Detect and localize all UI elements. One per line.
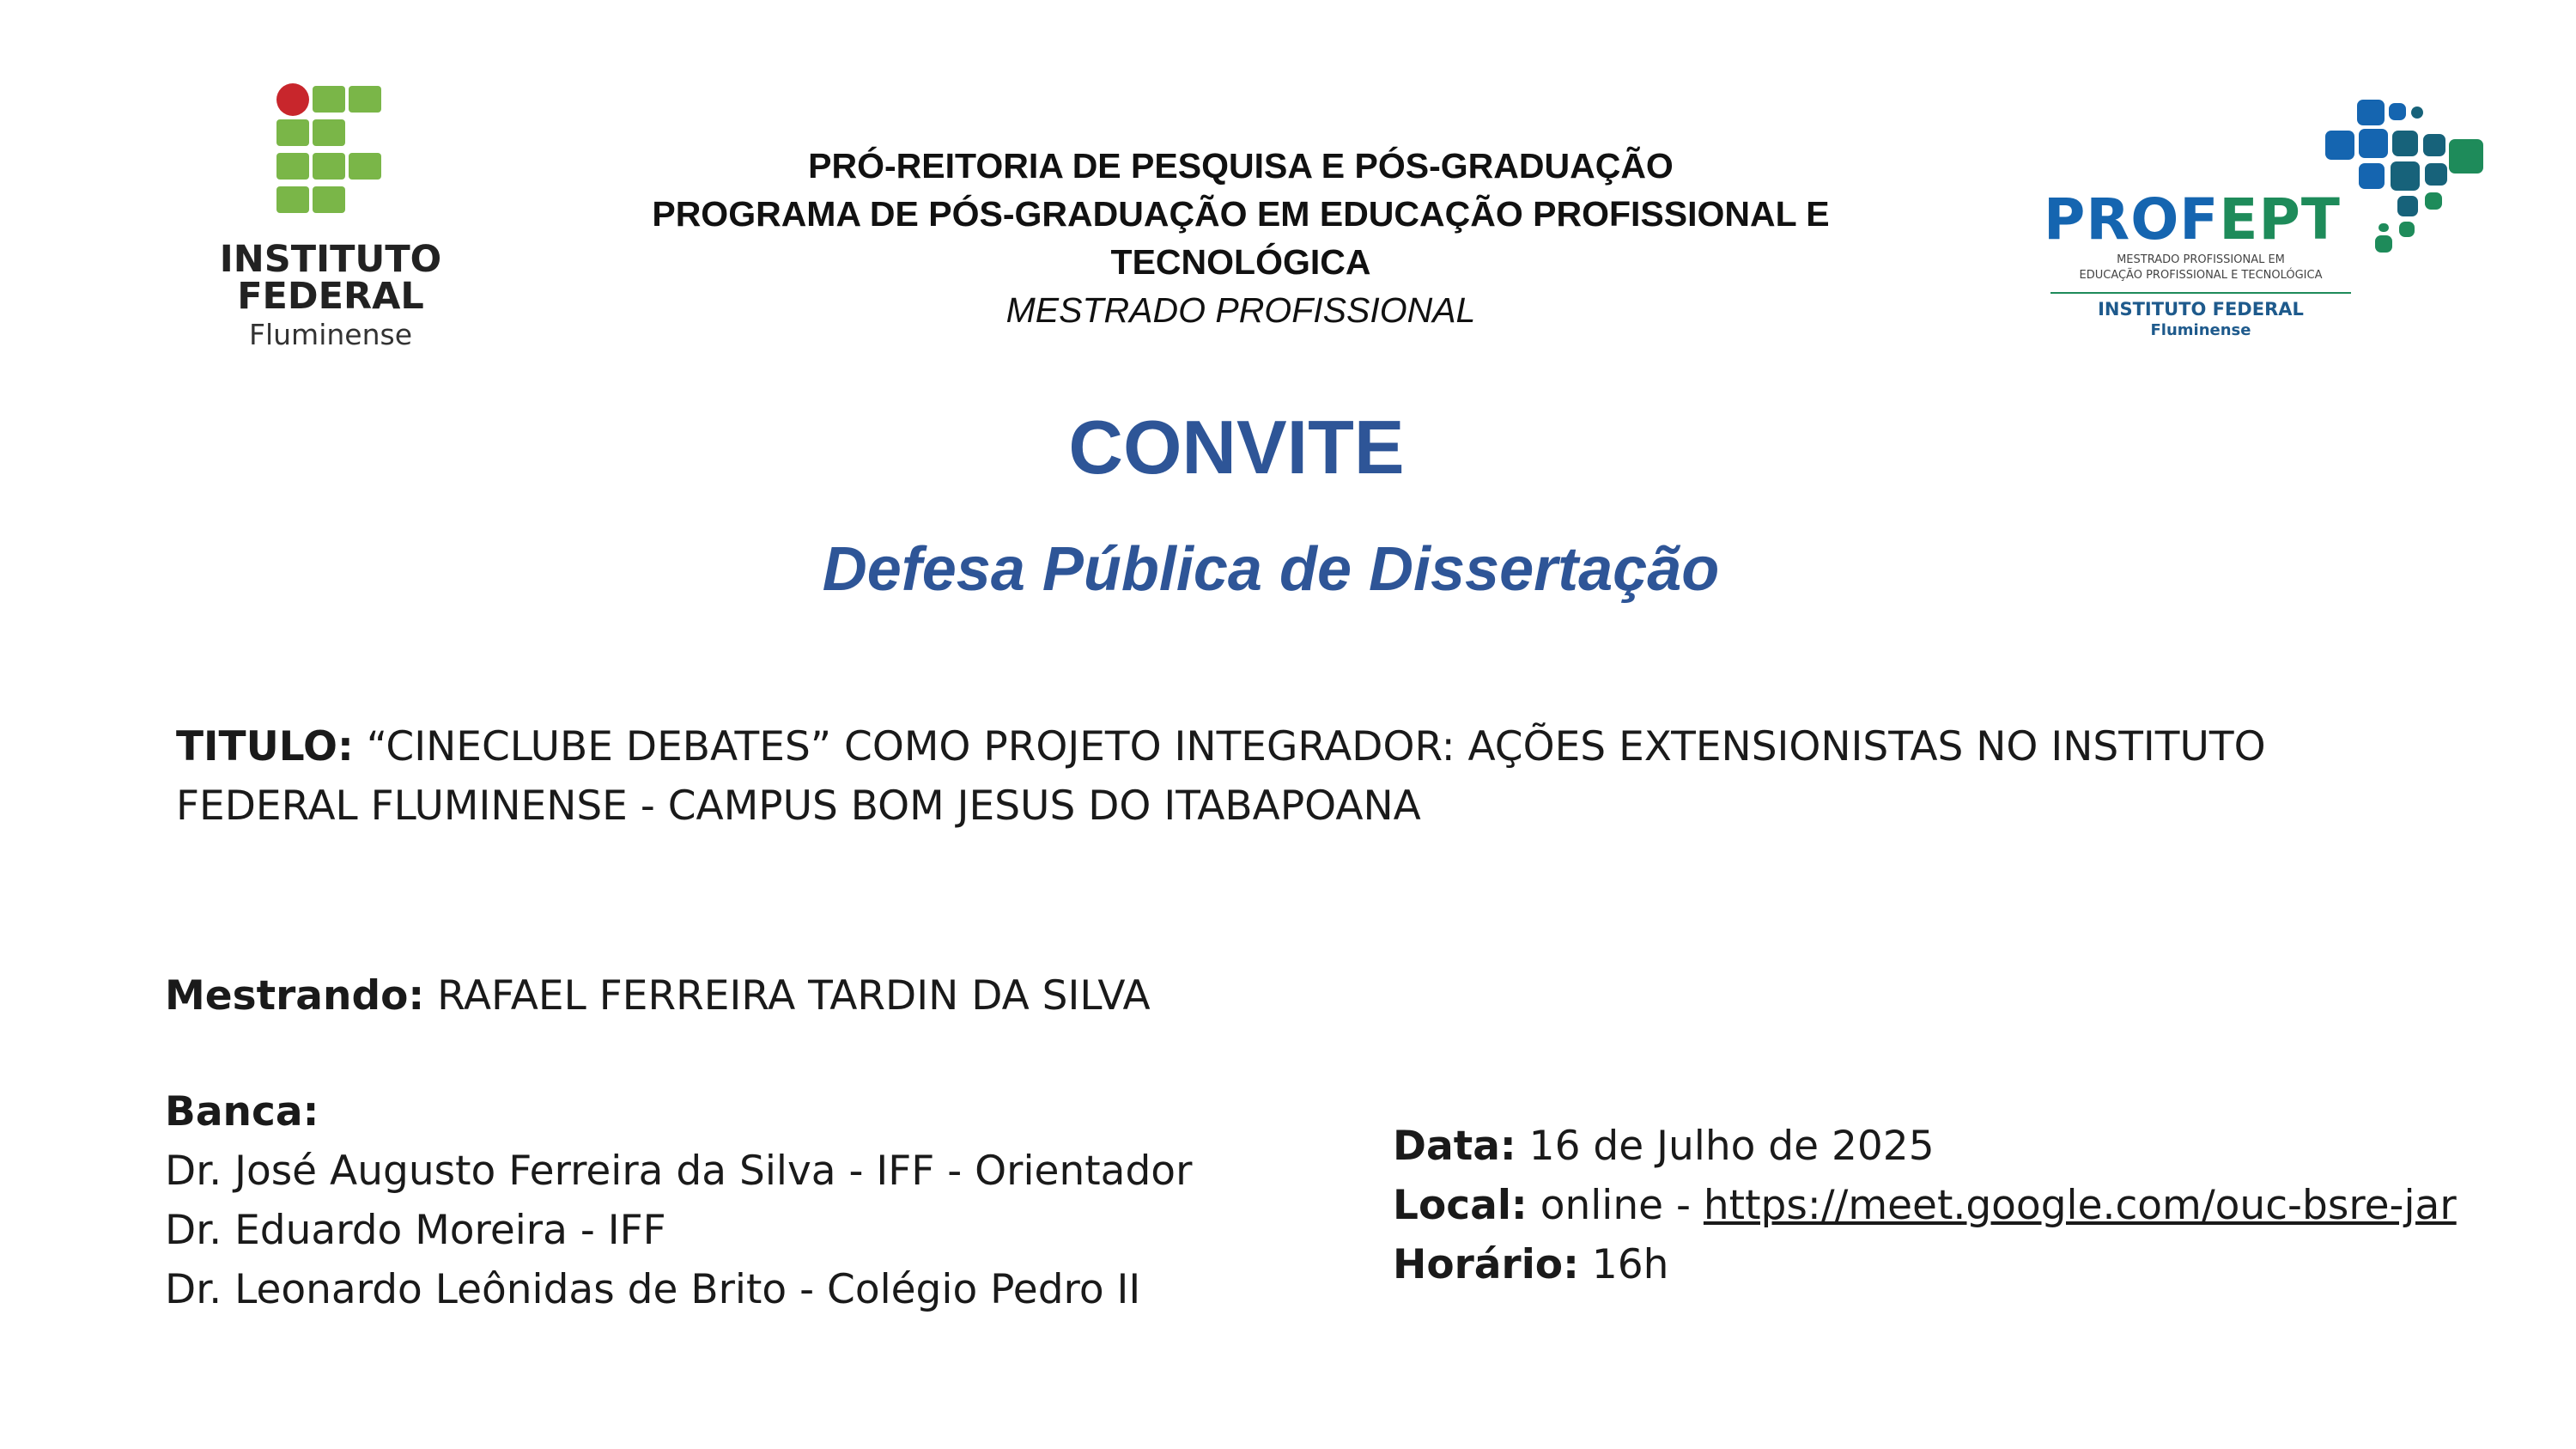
profept-rule [2050, 292, 2351, 294]
date-value: 16 de Julho de 2025 [1528, 1123, 1935, 1170]
event-info [1393, 1117, 2509, 1294]
meeting-link[interactable]: https://meet.google.com/ouc-bsre-jar [1703, 1182, 2457, 1229]
logo-square [313, 153, 345, 180]
logo-square [276, 153, 309, 180]
profept-institution: INSTITUTO FEDERAL [2098, 299, 2304, 320]
location-prefix: online - [1540, 1182, 1704, 1229]
titulo-label: TITULO: [176, 723, 354, 770]
logo-block [2397, 196, 2418, 216]
mestrando-label: Mestrando: [165, 972, 425, 1020]
header-line-2: PROGRAMA DE PÓS-GRADUAÇÃO EM EDUCAÇÃO PROFISSIONAL E [652, 194, 1830, 234]
logo-block [2379, 223, 2389, 232]
document-header [532, 142, 1949, 334]
time-label: Horário: [1393, 1241, 1579, 1288]
profept-wordmark [2044, 186, 2341, 253]
date-row [1393, 1117, 2509, 1176]
logo-square [276, 119, 309, 146]
titulo-text: “CINECLUBE DEBATES” COMO PROJETO INTEGRADOR: AÇÕES EXTENSIONISTAS NO INSTITUTO FEDERAL FLUMINENSE - CAMPUS BOM JESUS DO ITABAPOANA [176, 723, 2266, 830]
location-row [1393, 1176, 2509, 1235]
location-label: Local: [1393, 1182, 1528, 1229]
logo-block [2423, 134, 2445, 156]
logo-block [2359, 129, 2388, 158]
header-line-1: PRÓ-REITORIA DE PESQUISA E PÓS-GRADUAÇÃO [808, 146, 1674, 186]
wordmark-ept: EPT [2219, 186, 2341, 253]
header-line-3: TECNOLÓGICA [1110, 242, 1371, 282]
dissertation-title [176, 717, 2451, 836]
logo-square [313, 86, 345, 113]
wordmark-prof: PROF [2044, 186, 2220, 253]
logo-square [313, 119, 345, 146]
date-label: Data: [1393, 1123, 1516, 1170]
banca-member: Dr. Eduardo Moreira - IFF [165, 1207, 666, 1254]
time-value: 16h [1591, 1241, 1669, 1288]
logo-block [2449, 139, 2483, 174]
banca-member: Dr. Leonardo Leônidas de Brito - Colégio Pedro II [165, 1266, 1141, 1313]
logo-block [2375, 235, 2392, 253]
time-row [1393, 1235, 2509, 1294]
logo-block [2411, 107, 2423, 119]
logo-block [2392, 131, 2418, 156]
profept-institution-sub: Fluminense [2150, 321, 2251, 339]
logo-square [349, 153, 381, 180]
logo-square [349, 86, 381, 113]
header-line-4: MESTRADO PROFISSIONAL [1005, 290, 1476, 330]
committee [165, 1082, 1453, 1319]
profept-logo [2044, 96, 2490, 354]
logo-red-dot [276, 83, 309, 116]
profept-subtitle-2: EDUCAÇÃO PROFISSIONAL E TECNOLÓGICA [2079, 269, 2323, 282]
logo-square [313, 186, 345, 213]
mestrando-value: RAFAEL FERREIRA TARDIN DA SILVA [437, 972, 1151, 1020]
logo-block [2425, 192, 2442, 210]
logo-text-instituto: INSTITUTO [219, 238, 442, 281]
logo-block [2359, 163, 2385, 189]
page-title: CONVITE [1068, 405, 1405, 490]
iff-logo [215, 79, 472, 362]
page-subtitle: Defesa Pública de Dissertação [822, 535, 1720, 604]
logo-square [276, 186, 309, 213]
logo-block [2399, 222, 2415, 237]
logo-block [2389, 103, 2406, 120]
logo-block [2357, 100, 2385, 125]
banca-label: Banca: [165, 1088, 319, 1135]
profept-subtitle-1: MESTRADO PROFISSIONAL EM [2117, 253, 2285, 266]
logo-text-federal: FEDERAL [237, 275, 424, 318]
logo-block [2425, 163, 2447, 186]
logo-block [2391, 161, 2420, 191]
logo-block [2325, 131, 2354, 160]
logo-text-fluminense: Fluminense [248, 318, 412, 351]
banca-member: Dr. José Augusto Ferreira da Silva - IFF - Orientador [165, 1148, 1193, 1195]
student-info [165, 966, 1453, 1026]
